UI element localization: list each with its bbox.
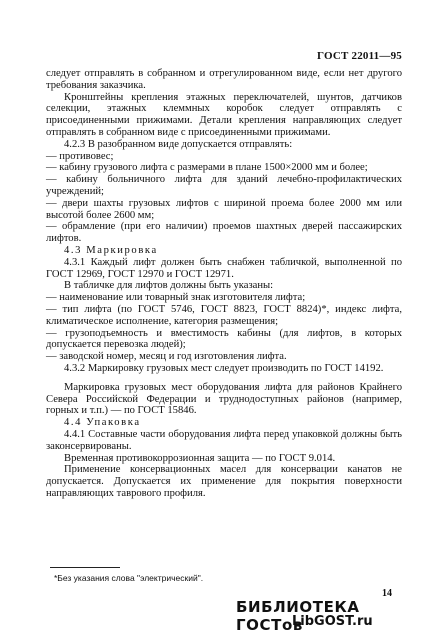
list-item: — кабину больничного лифта для зданий лечебно-профилактических учреждений; xyxy=(46,174,402,197)
paragraph: следует отправлять в собранном и отрегулированном виде, если нет другого требования заказчика. xyxy=(46,68,402,91)
paragraph: Маркировка грузовых мест оборудования лифта для районов Крайнего Севера Российской Федерации и труднодоступных районов (например, горных и т.п.) — по ГОСТ 15846. xyxy=(46,381,402,417)
clause-4-3-1: 4.3.1 Каждый лифт должен быть снабжен табличкой, выполненной по ГОСТ 12969, ГОСТ 12970 и ГОСТ 12971. xyxy=(46,256,402,280)
paragraph: В табличке для лифтов должны быть указаны: xyxy=(64,280,274,292)
list-item: — грузоподъемность и вместимость кабины (для лифтов, в которых допускается перевозка людей); xyxy=(46,327,402,351)
paragraph: Применение консервационных масел для консервации канатов не допускается. Допускается их применение для покрытия поверхности направляющих таврового профиля. xyxy=(46,464,402,499)
paragraph: Временная противокоррозионная защита — по ГОСТ 9.014. xyxy=(64,452,336,464)
watermark-title: БИБЛИОТЕКА ГОСТов xyxy=(236,598,360,634)
clause-4-3-2: 4.3.2 Маркировку грузовых мест следует производить по ГОСТ 14192. xyxy=(64,362,384,374)
list-item: — кабину грузового лифта с размерами в плане 1500×2000 мм и более; xyxy=(46,162,368,174)
list-item: — двери шахты грузовых лифтов с шириной проема более 2000 мм или высотой более 2600 мм; xyxy=(46,197,402,221)
paragraph: Кронштейны крепления этажных переключателей, шунтов, датчиков селекции, этажных клеммных коробок следует отправлять с присоединенными прижимами. Детали крепления направляющих следует отправлять в собранном виде с присоединенными прижимами. xyxy=(46,91,402,138)
document-body xyxy=(46,68,402,500)
standard-code-header: ГОСТ 22011—95 xyxy=(317,50,402,62)
section-heading-packaging: 4.4 Упаковка xyxy=(64,417,141,429)
clause-4-2-3: 4.2.3 В разобранном виде допускается отправлять: xyxy=(64,138,293,150)
list-item: — противовес; xyxy=(46,150,114,162)
spacer xyxy=(46,375,402,382)
footnote-divider xyxy=(50,567,120,568)
page-number: 14 xyxy=(382,588,392,599)
watermark-url: LibGOST.ru xyxy=(292,614,373,629)
section-heading-marking: 4.3 Маркировка xyxy=(64,244,158,256)
clause-4-4-1: 4.4.1 Составные части оборудования лифта перед упаковкой должны быть законсервированы. xyxy=(46,428,402,452)
list-item: — заводской номер, месяц и год изготовления лифта. xyxy=(46,351,287,363)
list-item: — наименование или товарный знак изготовителя лифта; xyxy=(46,292,306,304)
footnote: *Без указания слова "электрический". xyxy=(54,573,204,583)
list-item: — обрамление (при его наличии) проемов шахтных дверей пассажирских лифтов. xyxy=(46,221,402,245)
list-item: — тип лифта (по ГОСТ 5746, ГОСТ 8823, ГОСТ 8824)*, индекс лифта, климатическое исполнение, категория размещения; xyxy=(46,303,402,327)
